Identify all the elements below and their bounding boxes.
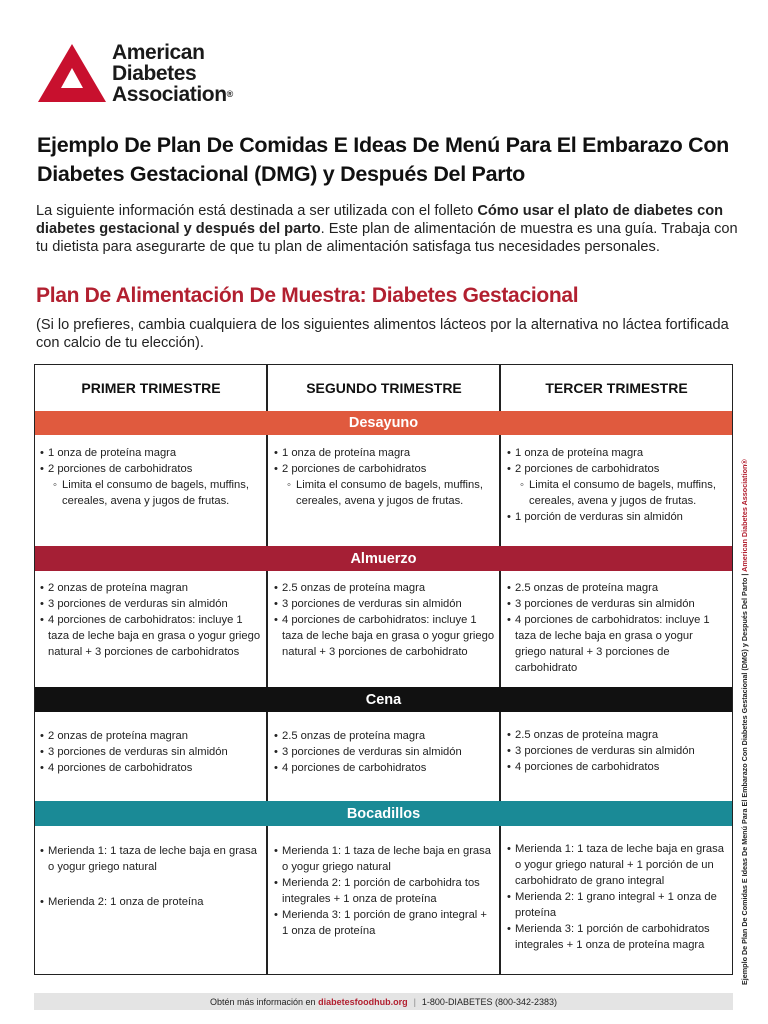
ada-triangle-icon — [38, 42, 108, 104]
list-item: • 2 porciones de carbohidratos — [507, 461, 727, 477]
list-item: • 4 porciones de carbohidratos — [40, 760, 262, 776]
list-item: • Merienda 1: 1 taza de leche baja en grasa o yogur griego natural — [274, 843, 496, 875]
divider — [266, 571, 268, 687]
footer-bar — [34, 993, 733, 1010]
logo-reg-mark: ® — [226, 89, 233, 99]
cell-cena-tercer — [507, 727, 727, 775]
side-caption-separator: | — [740, 571, 749, 578]
list-item: • Merienda 2: 1 porción de carbohidra tos integrales + 1 onza de proteína — [274, 875, 496, 907]
ada-logo — [38, 42, 248, 108]
list-item: • 2 onzas de proteína magran — [40, 580, 262, 596]
footer-website-link[interactable]: diabetesfoodhub.org — [318, 996, 408, 1007]
side-caption — [740, 425, 749, 985]
list-item: • 3 porciones de verduras sin almidón — [274, 744, 496, 760]
divider — [499, 365, 501, 411]
side-caption-main: Ejemplo De Plan De Comidas E Ideas De Menú Para El Embarazo Con Diabetes Gestacional (DMG) y Después Del Parto — [740, 577, 749, 985]
cell-almuerzo-segundo — [274, 580, 496, 660]
cell-cena-primer — [40, 728, 262, 776]
list-item: • 2 porciones de carbohidratos — [274, 461, 496, 477]
list-item: • 4 porciones de carbohidratos: incluye 1 taza de leche baja en grasa o yogur griego natural + 3 porciones de carbohidrato — [274, 612, 496, 660]
band-almuerzo: Almuerzo — [35, 546, 732, 571]
cell-desayuno-tercer — [507, 445, 727, 525]
band-desayuno: Desayuno — [35, 411, 732, 435]
band-cena: Cena — [35, 687, 732, 712]
divider — [499, 571, 501, 687]
list-item: • Merienda 3: 1 porción de grano integral + 1 onza de proteína — [274, 907, 496, 939]
cell-desayuno-primer — [40, 445, 262, 509]
cell-almuerzo-tercer — [507, 580, 727, 676]
header-tercer-trimestre: TERCER TRIMESTRE — [545, 380, 688, 396]
list-item: • 1 porción de verduras sin almidón — [507, 509, 727, 525]
list-item: • 3 porciones de verduras sin almidón — [40, 744, 262, 760]
divider — [266, 435, 268, 546]
intro-text-2: . Este plan de alimentación de muestra es una guía. Trabaja con tu dietista para asegurarte de que tu plan de alimentación satisfaga tus necesidades personales. — [36, 221, 738, 255]
logo-wordmark — [112, 42, 233, 105]
logo-line-2: Diabetes — [112, 62, 197, 85]
cell-bocadillos-segundo — [274, 843, 496, 939]
list-item: • 3 porciones de verduras sin almidón — [40, 596, 262, 612]
footer-separator: | — [413, 996, 416, 1007]
divider — [266, 365, 268, 411]
divider — [499, 435, 501, 546]
list-item: • 2.5 onzas de proteína magra — [274, 728, 496, 744]
side-caption-brand: American Diabetes Association® — [740, 459, 749, 572]
footer-prefix: Obtén más información en — [210, 996, 316, 1007]
cell-almuerzo-primer — [40, 580, 262, 660]
intro-paragraph — [36, 202, 751, 256]
list-item: • Merienda 2: 1 grano integral + 1 onza de proteína — [507, 889, 727, 921]
list-item: • 4 porciones de carbohidratos — [274, 760, 496, 776]
list-item: • Merienda 1: 1 taza de leche baja en grasa o yogur griego natural — [40, 843, 262, 875]
list-item: ◦ Limita el consumo de bagels, muffins, cereales, avena y jugos de frutas. — [507, 477, 727, 509]
list-item: • 4 porciones de carbohidratos: incluye 1 taza de leche baja en grasa o yogur griego natural + 3 porciones de carbohidratos — [40, 612, 262, 660]
logo-line-3: Association — [112, 83, 227, 106]
cell-cena-segundo — [274, 728, 496, 776]
cell-bocadillos-tercer — [507, 841, 727, 953]
list-item: • 1 onza de proteína magra — [40, 445, 262, 461]
list-item: • Merienda 1: 1 taza de leche baja en grasa o yogur griego natural + 1 porción de un carbohidrato de grano integral — [507, 841, 727, 889]
list-item: • 4 porciones de carbohidratos — [507, 759, 727, 775]
list-item: ◦ Limita el consumo de bagels, muffins, cereales, avena y jugos de frutas. — [40, 477, 262, 509]
divider — [266, 826, 268, 975]
cell-desayuno-segundo — [274, 445, 496, 509]
section-note: (Si lo prefieres, cambia cualquiera de los siguientes alimentos lácteos por la alternativa no láctea fortificada con calcio de tu elección). — [36, 317, 729, 351]
list-item: • Merienda 2: 1 onza de proteína — [40, 894, 262, 910]
list-item: • 2.5 onzas de proteína magra — [507, 580, 727, 596]
page-title: Ejemplo De Plan De Comidas E Ideas De Menú Para El Embarazo Con Diabetes Gestacional (DMG) y Después Del Parto — [37, 133, 729, 186]
meal-plan-table — [34, 364, 733, 975]
logo-line-1: American — [112, 41, 205, 64]
intro-text-1: La siguiente información está destinada a ser utilizada con el folleto — [36, 203, 478, 219]
list-item: • 4 porciones de carbohidratos: incluye 1 taza de leche baja en grasa o yogur griego natural + 3 porciones de carbohidrato — [507, 612, 727, 676]
list-item: • 3 porciones de verduras sin almidón — [507, 596, 727, 612]
list-item: • 1 onza de proteína magra — [507, 445, 727, 461]
list-item: • 1 onza de proteína magra — [274, 445, 496, 461]
section-title: Plan De Alimentación De Muestra: Diabetes Gestacional — [36, 284, 579, 307]
header-segundo-trimestre: SEGUNDO TRIMESTRE — [306, 380, 462, 396]
divider — [499, 826, 501, 975]
divider — [266, 712, 268, 801]
list-item: • 2.5 onzas de proteína magra — [274, 580, 496, 596]
intro-bold-link-text: Cómo usar el plato de diabetes con diabetes gestacional y después del parto — [36, 203, 724, 237]
footer-phone: 1-800-DIABETES (800-342-2383) — [421, 996, 557, 1007]
list-item: • 2 porciones de carbohidratos — [40, 461, 262, 477]
cell-bocadillos-primer — [40, 843, 262, 910]
list-item: ◦ Limita el consumo de bagels, muffins, cereales, avena y jugos de frutas. — [274, 477, 496, 509]
table-header — [35, 365, 732, 412]
list-item: • 3 porciones de verduras sin almidón — [507, 743, 727, 759]
list-item: • Merienda 3: 1 porción de carbohidratos integrales + 1 onza de proteína magra — [507, 921, 727, 953]
list-item: • 2.5 onzas de proteína magra — [507, 727, 727, 743]
band-bocadillos: Bocadillos — [35, 801, 732, 826]
list-item: • 2 onzas de proteína magran — [40, 728, 262, 744]
list-item: • 3 porciones de verduras sin almidón — [274, 596, 496, 612]
divider — [499, 712, 501, 801]
header-primer-trimestre: PRIMER TRIMESTRE — [81, 380, 221, 396]
